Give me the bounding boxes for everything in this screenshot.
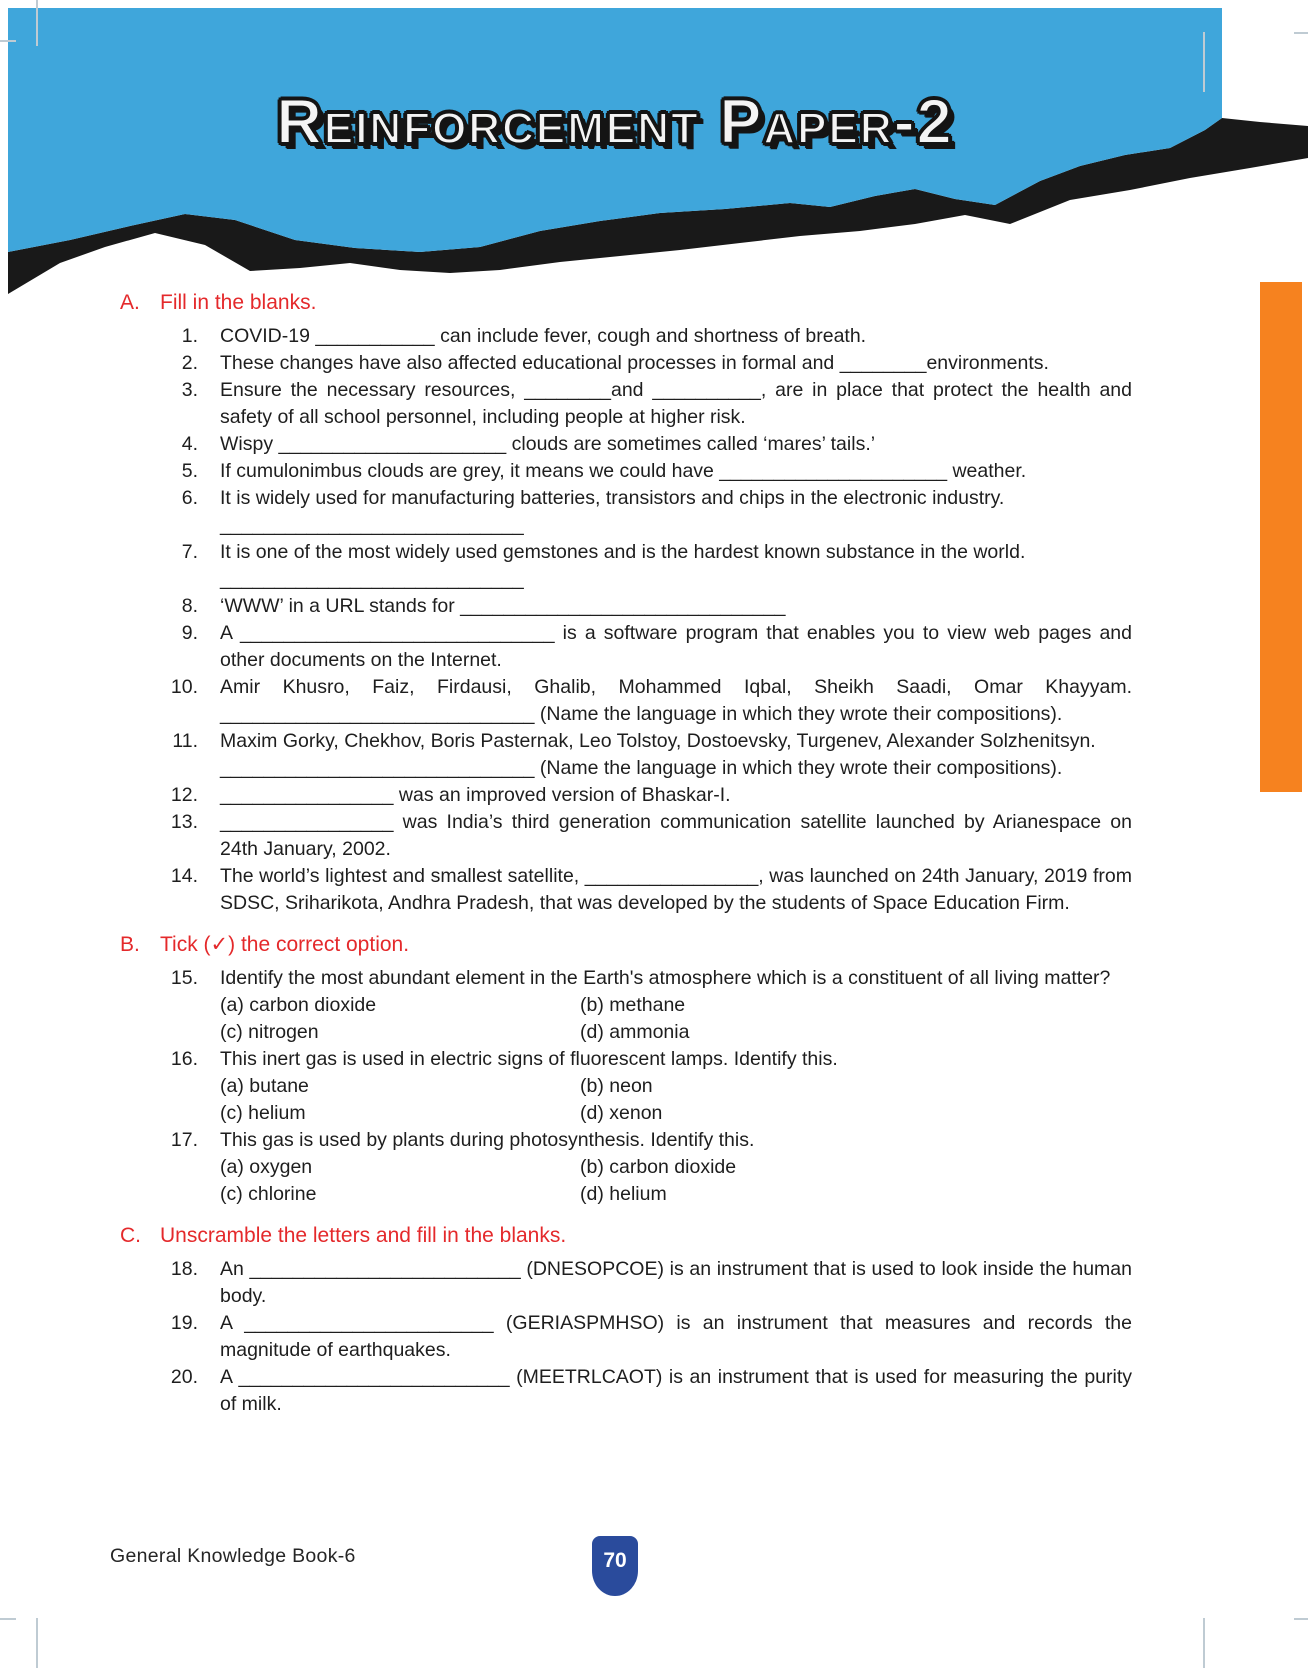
section-b-label: B. — [120, 933, 140, 956]
question-item-6 — [120, 485, 1132, 539]
question-text: It is one of the most widely used gemstones and is the hardest known substance in the world. — [220, 541, 1026, 563]
question-item-19 — [120, 1310, 1132, 1364]
question-number: 2. — [181, 352, 198, 374]
question-number: 10. — [170, 676, 198, 698]
question-number: 19. — [170, 1312, 198, 1334]
options-grid — [220, 1154, 1132, 1208]
question-text: A _________________________ (MEETRLCAOT) is an instrument that is used for measuring the purity of milk. — [220, 1366, 1132, 1415]
crop-mark — [1203, 32, 1205, 92]
question-text: This inert gas is used in electric signs of fluorescent lamps. Identify this. — [220, 1048, 838, 1070]
crop-mark — [36, 0, 38, 46]
option-c: (c) helium — [220, 1102, 306, 1124]
section-c-title: Unscramble the letters and fill in the blanks. — [160, 1224, 567, 1247]
question-text: An _________________________ (DNESOPCOE) is an instrument that is used to look inside the human body. — [220, 1258, 1132, 1307]
page-number-badge — [592, 1536, 638, 1596]
question-number: 1. — [181, 325, 198, 347]
question-text: Ensure the necessary resources, ________and __________, are in place that protect the health and safety of all school personnel, including people at higher risk. — [220, 379, 1132, 428]
question-item-15 — [120, 965, 1132, 1046]
question-number: 16. — [170, 1048, 198, 1070]
question-number: 14. — [170, 865, 198, 887]
question-text: ________________ was an improved version of Bhaskar-I. — [220, 784, 731, 806]
question-text: The world’s lightest and smallest satellite, ________________, was launched on 24th January, 2019 from SDSC, Sriharikota, Andhra Pradesh, that was developed by the students of Space Education Firm. — [220, 865, 1132, 914]
question-item-14 — [120, 863, 1132, 917]
question-text: It is widely used for manufacturing batteries, transistors and chips in the electronic industry. — [220, 487, 1005, 509]
question-number: 3. — [181, 379, 198, 401]
question-number: 17. — [170, 1129, 198, 1151]
section-a-title: Fill in the blanks. — [160, 291, 317, 314]
question-item-20 — [120, 1364, 1132, 1418]
question-item-12 — [120, 782, 1132, 809]
option-b: (b) neon — [580, 1075, 653, 1097]
section-c-heading — [120, 1221, 1132, 1251]
options-grid — [220, 992, 1132, 1046]
option-c: (c) chlorine — [220, 1183, 317, 1205]
crop-mark — [1203, 1618, 1205, 1668]
crop-mark — [0, 1618, 16, 1620]
question-number: 8. — [181, 595, 198, 617]
question-blank-line: ____________________________ — [220, 568, 524, 590]
option-d: (d) ammonia — [580, 1021, 690, 1043]
question-item-18 — [120, 1256, 1132, 1310]
section-b-heading — [120, 930, 1132, 960]
question-text: COVID-19 ___________ can include fever, cough and shortness of breath. — [220, 325, 867, 347]
question-number: 13. — [170, 811, 198, 833]
section-b-title: Tick (✓) the correct option. — [160, 933, 410, 956]
options-grid — [220, 1073, 1132, 1127]
section-a-label: A. — [120, 291, 140, 314]
question-text: These changes have also affected educational processes in formal and ________environments. — [220, 352, 1049, 374]
question-text: This gas is used by plants during photosynthesis. Identify this. — [220, 1129, 755, 1151]
question-blank-line: ____________________________ — [220, 514, 524, 536]
crop-mark — [1294, 1618, 1308, 1620]
option-a: (a) butane — [220, 1075, 309, 1097]
question-text: A _______________________ (GERIASPMHSO) is an instrument that measures and records the magnitude of earthquakes. — [220, 1312, 1132, 1361]
header-torn-banner — [0, 0, 1308, 320]
question-text: ________________ was India’s third generation communication satellite launched by Arianespace on 24th January, 2002. — [220, 811, 1132, 860]
option-a: (a) carbon dioxide — [220, 994, 377, 1016]
section-a-heading — [120, 288, 1132, 318]
question-item-13 — [120, 809, 1132, 863]
option-d: (d) xenon — [580, 1102, 663, 1124]
crop-mark — [36, 1618, 38, 1668]
option-a: (a) oxygen — [220, 1156, 313, 1178]
question-number: 7. — [181, 541, 198, 563]
question-number: 12. — [170, 784, 198, 806]
worksheet-content — [120, 288, 1132, 1418]
question-number: 9. — [181, 622, 198, 644]
question-item-3 — [120, 377, 1132, 431]
question-item-7 — [120, 539, 1132, 593]
question-item-11 — [120, 728, 1132, 782]
crop-mark — [1294, 32, 1308, 34]
question-text: Amir Khusro, Faiz, Firdausi, Ghalib, Mohammed Iqbal, Sheikh Saadi, Omar Khayyam. _____________________________ (Name the language in which they wrote their compositions). — [220, 676, 1132, 725]
question-text: ‘WWW’ in a URL stands for ______________________________ — [220, 595, 786, 617]
question-item-10 — [120, 674, 1132, 728]
question-item-4 — [120, 431, 1132, 458]
book-title: General Knowledge Book-6 — [110, 1545, 356, 1567]
option-d: (d) helium — [580, 1183, 667, 1205]
option-b: (b) methane — [580, 994, 686, 1016]
option-c: (c) nitrogen — [220, 1021, 319, 1043]
section-c-label: C. — [120, 1224, 141, 1247]
question-number: 18. — [170, 1258, 198, 1280]
question-item-5 — [120, 458, 1132, 485]
crop-mark — [0, 40, 16, 42]
question-number: 6. — [181, 487, 198, 509]
question-text: Identify the most abundant element in the Earth's atmosphere which is a constituent of all living matter? — [220, 967, 1111, 989]
option-b: (b) carbon dioxide — [580, 1156, 737, 1178]
page-title: Reinforcement Paper-2 — [276, 87, 954, 157]
question-item-17 — [120, 1127, 1132, 1208]
question-number: 20. — [170, 1366, 198, 1388]
question-item-9 — [120, 620, 1132, 674]
orange-accent-bar — [1260, 282, 1302, 792]
question-item-2 — [120, 350, 1132, 377]
question-text-continued: _____________________________ (Name the language in which they wrote their compositions). — [220, 757, 1063, 779]
question-number: 15. — [170, 967, 198, 989]
question-text: A _____________________________ is a software program that enables you to view web pages and other documents on the Internet. — [220, 622, 1132, 671]
question-number: 11. — [172, 730, 198, 752]
question-text: Wispy _____________________ clouds are sometimes called ‘mares’ tails.’ — [220, 433, 876, 455]
question-number: 5. — [181, 460, 198, 482]
question-text: Maxim Gorky, Chekhov, Boris Pasternak, Leo Tolstoy, Dostoevsky, Turgenev, Alexander Solzhenitsyn. — [220, 730, 1096, 752]
question-number: 4. — [181, 433, 198, 455]
page-number: 70 — [603, 1549, 627, 1572]
question-item-1 — [120, 323, 1132, 350]
question-text: If cumulonimbus clouds are grey, it means we could have _____________________ weather. — [220, 460, 1027, 482]
question-item-8 — [120, 593, 1132, 620]
question-item-16 — [120, 1046, 1132, 1127]
